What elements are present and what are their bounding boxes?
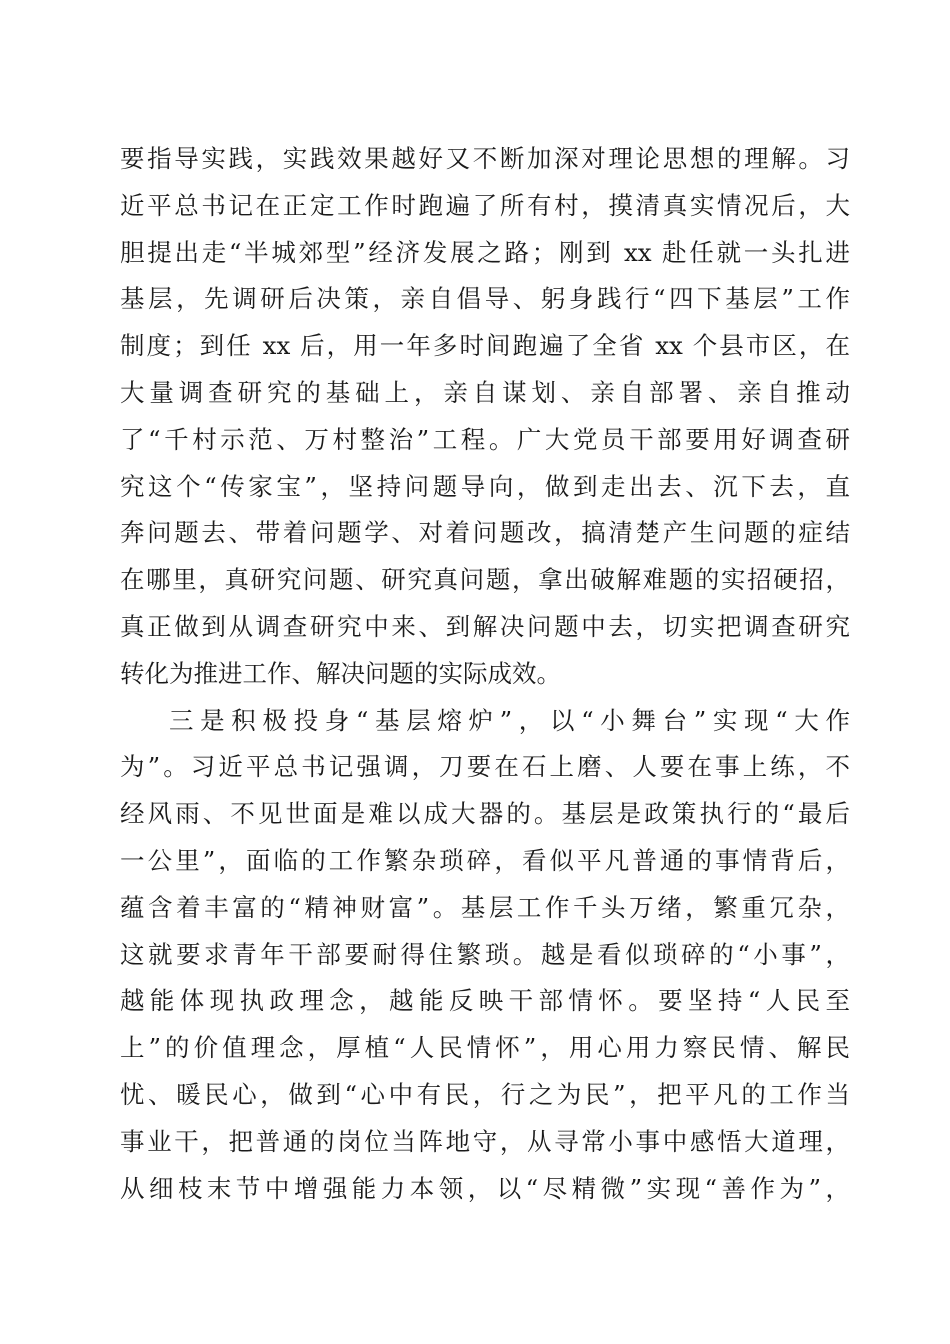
paragraph-line: 了“千村示范、万村整治”工程。广大党员干部要用好调查研 — [120, 424, 850, 454]
paragraph-line: 蕴含着丰富的“精神财富”。基层工作千头万绪，繁重冗杂， — [120, 892, 850, 922]
paragraph-line: 大量调查研究的基础上，亲自谋划、亲自部署、亲自推动 — [120, 377, 850, 407]
paragraph-line: 上”的价值理念，厚植“人民情怀”，用心用力察民情、解民 — [120, 1033, 850, 1063]
paragraph-line: 在哪里，真研究问题、研究真问题，拿出破解难题的实招硬招， — [120, 565, 850, 595]
paragraph-line: 近平总书记在正定工作时跑遍了所有村，摸清真实情况后，大 — [120, 190, 850, 220]
paragraph-line: 这就要求青年干部要耐得住繁琐。越是看似琐碎的“小事”， — [120, 939, 850, 969]
paragraph-line: 制度；到任 xx 后，用一年多时间跑遍了全省 xx 个县市区，在 — [120, 331, 850, 361]
paragraph-line: 胆提出走“半城郊型”经济发展之路；刚到 xx 赴任就一头扎进 — [120, 237, 850, 267]
paragraph-heading-line: 三是积极投身“基层熔炉”，以“小舞台”实现“大作 — [169, 705, 850, 735]
paragraph-line: 从细枝末节中增强能力本领，以“尽精微”实现“善作为”， — [120, 1173, 850, 1203]
body-text — [120, 136, 850, 1212]
paragraph-line: 一公里”，面临的工作繁杂琐碎，看似平凡普通的事情背后， — [120, 845, 850, 875]
paragraph-line: 奔问题去、带着问题学、对着问题改，搞清楚产生问题的症结 — [120, 518, 850, 548]
paragraph-line: 为”。习近平总书记强调，刀要在石上磨、人要在事上练，不 — [120, 752, 850, 782]
paragraph-line: 忧、暖民心，做到“心中有民，行之为民”，把平凡的工作当 — [120, 1079, 850, 1109]
paragraph-2 — [120, 698, 850, 1213]
paragraph-line: 事业干，把普通的岗位当阵地守，从寻常小事中感悟大道理， — [120, 1126, 850, 1156]
paragraph-line: 转化为推进工作、解决问题的实际成效。 — [120, 658, 561, 688]
paragraph-line: 究这个“传家宝”，坚持问题导向，做到走出去、沉下去，直 — [120, 471, 850, 501]
paragraph-line: 基层，先调研后决策，亲自倡导、躬身践行“四下基层”工作 — [120, 284, 850, 314]
paragraph-line: 真正做到从调查研究中来、到解决问题中去，切实把调查研究 — [120, 611, 850, 641]
paragraph-line: 要指导实践，实践效果越好又不断加深对理论思想的理解。习 — [120, 144, 850, 173]
paragraph-line: 经风雨、不见世面是难以成大器的。基层是政策执行的“最后 — [120, 799, 850, 829]
paragraph-1 — [120, 136, 850, 698]
paragraph-line: 越能体现执政理念，越能反映干部情怀。要坚持“人民至 — [120, 986, 850, 1016]
